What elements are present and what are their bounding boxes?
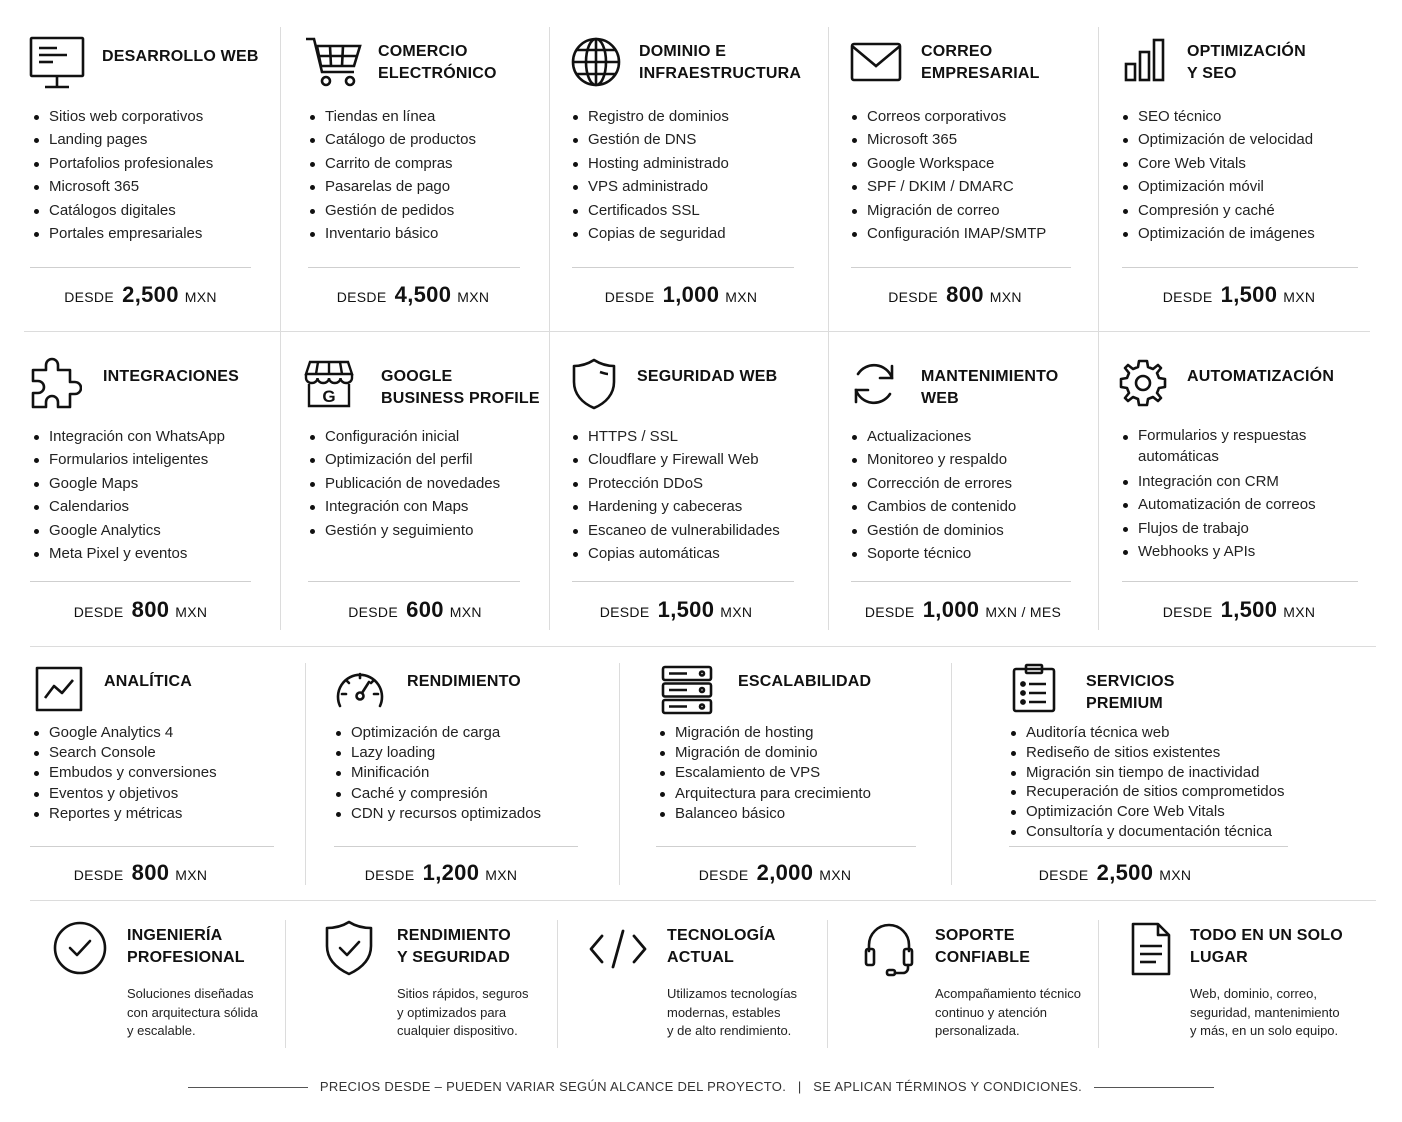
- list-item: Catálogo de productos: [306, 128, 476, 151]
- list-item: Consultoría y documentación técnica: [1007, 822, 1284, 842]
- footer-rule-left: [188, 1087, 308, 1088]
- feature-title: RENDIMIENTO Y SEGURIDAD: [397, 927, 511, 966]
- feature-list: [30, 723, 217, 824]
- price-label: DESDE 1,500 MXN: [1162, 597, 1316, 622]
- list-item: Auditoría técnica web: [1007, 723, 1284, 743]
- divider: [334, 846, 578, 847]
- price-label: DESDE 1,500 MXN: [1162, 282, 1316, 307]
- list-item: Gestión de dominios: [848, 519, 1016, 542]
- price-label: DESDE 800 MXN: [888, 282, 1022, 307]
- list-item: Formularios inteligentes: [30, 448, 225, 471]
- list-item: Google Maps: [30, 472, 225, 495]
- speedometer-icon: [334, 666, 386, 710]
- column-divider: [828, 332, 829, 630]
- feature-list: [306, 105, 476, 245]
- price-label: DESDE 1,000 MXN / MES: [864, 597, 1062, 622]
- envelope-icon: [850, 42, 902, 82]
- feature-list: [30, 105, 213, 245]
- feature-title: INGENIERÍA PROFESIONAL: [127, 927, 245, 966]
- price-label: DESDE 800 MXN: [73, 597, 208, 622]
- footer-text: PRECIOS DESDE – PUEDEN VARIAR SEGÚN ALCANCE DEL PROYECTO. | SE APLICAN TÉRMINOS Y CONDICIONES.: [319, 1079, 1083, 1094]
- shield-icon: [572, 358, 616, 410]
- divider: [308, 581, 520, 582]
- list-item: Gestión y seguimiento: [306, 519, 500, 542]
- card-title: ESCALABILIDAD: [738, 673, 872, 690]
- feature-title: TODO EN UN SOLO LUGAR: [1190, 927, 1343, 966]
- bar-chart-icon: [1124, 38, 1166, 82]
- divider: [1122, 581, 1358, 582]
- price-label: DESDE 4,500 MXN: [336, 282, 490, 307]
- list-item: Correos corporativos: [848, 105, 1046, 128]
- list-item: Rediseño de sitios existentes: [1007, 743, 1284, 763]
- list-item: Actualizaciones: [848, 425, 1016, 448]
- divider: [1122, 267, 1358, 268]
- list-item: Gestión de DNS: [569, 128, 729, 151]
- list-item: Search Console: [30, 743, 217, 763]
- list-item: Pasarelas de pago: [306, 175, 476, 198]
- list-item: Integración con Maps: [306, 495, 500, 518]
- shopping-cart-icon: [304, 36, 362, 88]
- row-divider: [24, 331, 1370, 332]
- list-item: VPS administrado: [569, 175, 729, 198]
- list-item: SPF / DKIM / DMARC: [848, 175, 1046, 198]
- list-item: Recuperación de sitios comprometidos: [1007, 782, 1284, 802]
- feature-title: TECNOLOGÍA ACTUAL: [667, 927, 776, 966]
- column-divider: [305, 663, 306, 885]
- divider: [656, 846, 916, 847]
- list-item: Embudos y conversiones: [30, 763, 217, 783]
- code-icon: [588, 928, 648, 970]
- analytics-chart-icon: [35, 666, 83, 712]
- list-item: Copias de seguridad: [569, 222, 729, 245]
- list-item: Monitoreo y respaldo: [848, 448, 1016, 471]
- feature-description: Soluciones diseñadas con arquitectura sólida y escalable.: [127, 986, 258, 1039]
- list-item: Microsoft 365: [30, 175, 213, 198]
- feature-list: [848, 105, 1046, 245]
- list-item: Calendarios: [30, 495, 225, 518]
- server-icon: [661, 665, 713, 715]
- list-item: Catálogos digitales: [30, 199, 213, 222]
- feature-list: [656, 723, 871, 824]
- shield-check-icon: [324, 920, 374, 976]
- feature-description: Utilizamos tecnologías modernas, estables y de alto rendimiento.: [667, 986, 798, 1039]
- list-item: Hardening y cabeceras: [569, 495, 780, 518]
- refresh-icon: [850, 360, 898, 408]
- list-item: Optimización móvil: [1119, 175, 1315, 198]
- divider: [30, 581, 251, 582]
- list-item: Landing pages: [30, 128, 213, 151]
- list-item: Carrito de compras: [306, 152, 476, 175]
- list-item: Configuración IMAP/SMTP: [848, 222, 1046, 245]
- feature-list: [569, 105, 729, 245]
- list-item: Microsoft 365: [848, 128, 1046, 151]
- card-title: INTEGRACIONES: [103, 368, 239, 385]
- column-divider: [549, 27, 550, 331]
- price-label: DESDE 2,500 MXN: [64, 282, 217, 307]
- feature-list: [30, 425, 225, 565]
- list-item: Automatización de correos: [1119, 493, 1334, 516]
- list-item: Google Analytics: [30, 519, 225, 542]
- list-item: Minificación: [332, 763, 541, 783]
- list-item: Certificados SSL: [569, 199, 729, 222]
- list-item: CDN y recursos optimizados: [332, 804, 541, 824]
- feature-list: [1119, 425, 1334, 564]
- list-item: Optimización de carga: [332, 723, 541, 743]
- card-title: OPTIMIZACIÓN Y SEO: [1187, 43, 1306, 82]
- column-divider: [557, 920, 558, 1048]
- list-item: Integración con WhatsApp: [30, 425, 225, 448]
- feature-list: [848, 425, 1016, 565]
- list-item: Sitios web corporativos: [30, 105, 213, 128]
- divider: [1009, 846, 1288, 847]
- column-divider: [280, 27, 281, 331]
- list-item: Lazy loading: [332, 743, 541, 763]
- list-item: Meta Pixel y eventos: [30, 542, 225, 565]
- list-item: Migración de dominio: [656, 743, 871, 763]
- list-item: Soporte técnico: [848, 542, 1016, 565]
- clipboard-icon: [1012, 663, 1056, 713]
- list-item: Portafolios profesionales: [30, 152, 213, 175]
- card-title: COMERCIO ELECTRÓNICO: [378, 43, 497, 82]
- list-item: Copias automáticas: [569, 542, 780, 565]
- list-item: Arquitectura para crecimiento: [656, 784, 871, 804]
- list-item: Optimización de imágenes: [1119, 222, 1315, 245]
- card-title: SERVICIOS PREMIUM: [1086, 673, 1175, 712]
- list-item: Eventos y objetivos: [30, 784, 217, 804]
- column-divider: [1098, 332, 1099, 630]
- headset-icon: [863, 921, 915, 977]
- list-item: Caché y compresión: [332, 784, 541, 804]
- column-divider: [828, 27, 829, 331]
- column-divider: [1098, 920, 1099, 1048]
- list-item: Reportes y métricas: [30, 804, 217, 824]
- divider: [572, 267, 794, 268]
- price-label: DESDE 600 MXN: [348, 597, 482, 622]
- divider: [30, 267, 251, 268]
- list-item: Migración de correo: [848, 199, 1046, 222]
- monitor-icon: [29, 36, 85, 90]
- list-item: Escalamiento de VPS: [656, 763, 871, 783]
- divider: [851, 267, 1071, 268]
- feature-list: [569, 425, 780, 565]
- list-item: Flujos de trabajo: [1119, 517, 1334, 540]
- list-item: Optimización del perfil: [306, 448, 500, 471]
- feature-description: Acompañamiento técnico continuo y atención personalizada.: [935, 986, 1081, 1039]
- list-item: Corrección de errores: [848, 472, 1016, 495]
- card-title: CORREO EMPRESARIAL: [921, 43, 1040, 82]
- list-item: Configuración inicial: [306, 425, 500, 448]
- list-item: Hosting administrado: [569, 152, 729, 175]
- divider: [30, 846, 274, 847]
- column-divider: [1098, 27, 1099, 331]
- list-item: Formularios y respuestas automáticas: [1119, 425, 1334, 467]
- list-item: Inventario básico: [306, 222, 476, 245]
- row-divider: [30, 646, 1376, 647]
- card-title: DESARROLLO WEB: [102, 48, 259, 65]
- list-item: Core Web Vitals: [1119, 152, 1315, 175]
- card-title: AUTOMATIZACIÓN: [1187, 368, 1335, 385]
- card-title: MANTENIMIENTO WEB: [921, 368, 1059, 407]
- row-divider: [30, 900, 1376, 901]
- column-divider: [280, 332, 281, 630]
- storefront-icon: [304, 360, 354, 408]
- list-item: Escaneo de vulnerabilidades: [569, 519, 780, 542]
- list-item: SEO técnico: [1119, 105, 1315, 128]
- globe-icon: [570, 36, 622, 88]
- feature-title: SOPORTE CONFIABLE: [935, 927, 1031, 966]
- list-item: Cambios de contenido: [848, 495, 1016, 518]
- price-label: DESDE 1,200 MXN: [364, 860, 518, 885]
- card-title: ANALÍTICA: [104, 673, 193, 690]
- card-title: GOOGLE BUSINESS PROFILE: [381, 368, 540, 407]
- card-title: DOMINIO E INFRAESTRUCTURA: [639, 43, 802, 82]
- list-item: Optimización Core Web Vitals: [1007, 802, 1284, 822]
- card-title: SEGURIDAD WEB: [637, 368, 778, 385]
- divider: [308, 267, 520, 268]
- feature-description: Web, dominio, correo, seguridad, mantenimiento y más, en un solo equipo.: [1190, 986, 1340, 1039]
- column-divider: [549, 332, 550, 630]
- column-divider: [285, 920, 286, 1048]
- list-item: Cloudflare y Firewall Web: [569, 448, 780, 471]
- list-item: Google Workspace: [848, 152, 1046, 175]
- document-icon: [1130, 922, 1172, 976]
- list-item: Gestión de pedidos: [306, 199, 476, 222]
- list-item: Protección DDoS: [569, 472, 780, 495]
- list-item: Migración sin tiempo de inactividad: [1007, 763, 1284, 783]
- list-item: Optimización de velocidad: [1119, 128, 1315, 151]
- gear-icon: [1119, 359, 1167, 407]
- price-label: DESDE 1,000 MXN: [604, 282, 758, 307]
- feature-list: [306, 425, 500, 542]
- list-item: Registro de dominios: [569, 105, 729, 128]
- feature-list: [332, 723, 541, 824]
- footer-disclaimer: [0, 1079, 1402, 1094]
- check-circle-icon: [52, 920, 108, 976]
- feature-description: Sitios rápidos, seguros y optimizados para cualquier dispositivo.: [397, 986, 529, 1039]
- list-item: Tiendas en línea: [306, 105, 476, 128]
- puzzle-icon: [30, 356, 82, 410]
- feature-list: [1119, 105, 1315, 245]
- list-item: Portales empresariales: [30, 222, 213, 245]
- list-item: Publicación de novedades: [306, 472, 500, 495]
- list-item: Webhooks y APIs: [1119, 540, 1334, 563]
- feature-list: [1007, 723, 1284, 842]
- list-item: Google Analytics 4: [30, 723, 217, 743]
- price-label: DESDE 800 MXN: [73, 860, 208, 885]
- list-item: Migración de hosting: [656, 723, 871, 743]
- column-divider: [619, 663, 620, 885]
- divider: [572, 581, 794, 582]
- price-label: DESDE 1,500 MXN: [599, 597, 753, 622]
- list-item: Integración con CRM: [1119, 470, 1334, 493]
- list-item: Balanceo básico: [656, 804, 871, 824]
- column-divider: [951, 663, 952, 885]
- column-divider: [827, 920, 828, 1048]
- footer-rule-right: [1094, 1087, 1214, 1088]
- price-label: DESDE 2,000 MXN: [698, 860, 852, 885]
- divider: [851, 581, 1071, 582]
- card-title: RENDIMIENTO: [407, 673, 521, 690]
- list-item: HTTPS / SSL: [569, 425, 780, 448]
- price-label: DESDE 2,500 MXN: [1038, 860, 1192, 885]
- list-item: Compresión y caché: [1119, 199, 1315, 222]
- svg-text:G: G: [322, 387, 336, 406]
